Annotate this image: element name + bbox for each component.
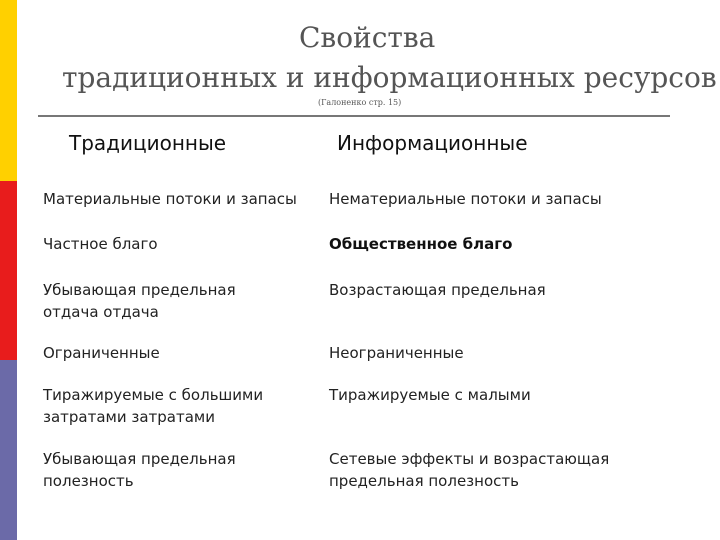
row-5-traditional: Тиражируемые с большими затратами затратами xyxy=(43,386,264,426)
row-3-informational: Возрастающая предельная xyxy=(329,281,546,299)
row-6-traditional: Убывающая предельная полезность xyxy=(43,450,236,490)
row-4-traditional: Ограниченные xyxy=(43,344,160,362)
column-header-informational: Информационные xyxy=(337,131,528,155)
left-strip-yellow xyxy=(0,0,17,181)
row-6-informational: Сетевые эффекты и возрастающая предельная полезность xyxy=(329,450,610,490)
title-divider xyxy=(38,115,670,117)
source-note: (Галоненко стр. 15) xyxy=(318,98,402,107)
row-4-informational: Неограниченные xyxy=(329,344,464,362)
row-3-traditional: Убывающая предельная отдача отдача xyxy=(43,281,236,321)
left-strip-red xyxy=(0,181,17,360)
row-2-traditional: Частное благо xyxy=(43,235,158,253)
row-1-informational: Нематериальные потоки и запасы xyxy=(329,190,602,208)
slide-title-line2: традиционных и информационных ресурсов xyxy=(62,61,717,94)
column-header-traditional: Традиционные xyxy=(69,131,227,155)
row-2-informational: Общественное благо xyxy=(329,235,513,253)
left-strip-violet xyxy=(0,360,17,540)
row-1-traditional: Материальные потоки и запасы xyxy=(43,190,297,208)
row-5-informational: Тиражируемые с малыми xyxy=(329,386,531,404)
slide-title-line1: Свойства xyxy=(299,21,436,54)
